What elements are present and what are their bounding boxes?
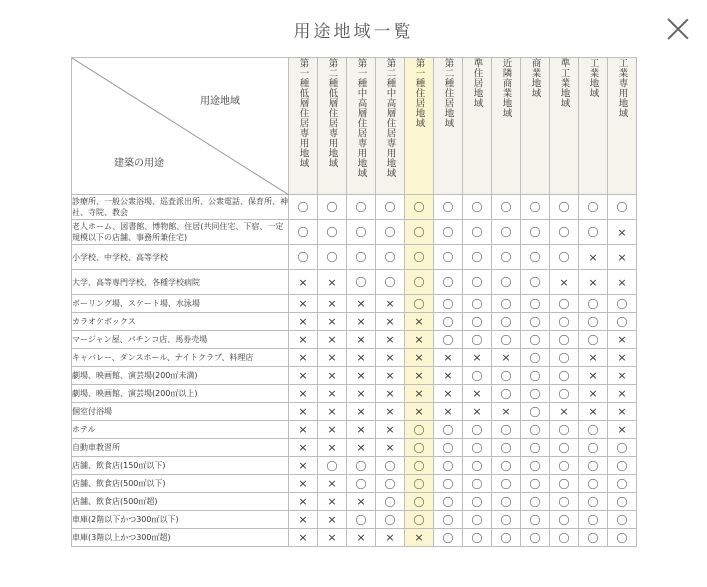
permission-cell: 〇 xyxy=(492,367,521,385)
permission-cell: 〇 xyxy=(492,331,521,349)
permission-cell: × xyxy=(318,421,347,439)
permission-cell: 〇 xyxy=(463,439,492,457)
permission-cell: 〇 xyxy=(492,313,521,331)
permission-cell: × xyxy=(579,403,608,421)
permission-cell: × xyxy=(289,270,318,295)
permission-cell: 〇 xyxy=(289,220,318,245)
permission-cell: × xyxy=(579,367,608,385)
corner-label-zone: 用途地域 xyxy=(200,96,240,107)
permission-cell: × xyxy=(463,385,492,403)
permission-cell: × xyxy=(405,367,434,385)
permission-cell: × xyxy=(492,403,521,421)
permission-cell: 〇 xyxy=(550,295,579,313)
permission-cell: 〇 xyxy=(550,349,579,367)
permission-cell: 〇 xyxy=(492,511,521,529)
permission-cell: 〇 xyxy=(318,195,347,220)
permission-cell: × xyxy=(347,295,376,313)
table-row xyxy=(72,439,637,457)
permission-cell: 〇 xyxy=(347,457,376,475)
permission-cell: × xyxy=(289,439,318,457)
row-label: 老人ホーム、図書館、博物館、住居(共同住宅、下宿、一定規模以下の店舗、事務所兼住宅) xyxy=(72,220,289,245)
permission-cell: × xyxy=(347,367,376,385)
row-label: キャバレー、ダンスホール、ナイトクラブ、料理店 xyxy=(72,349,289,367)
permission-cell: × xyxy=(405,331,434,349)
permission-cell: 〇 xyxy=(521,220,550,245)
permission-cell: × xyxy=(318,385,347,403)
permission-cell: 〇 xyxy=(492,270,521,295)
permission-cell: 〇 xyxy=(434,220,463,245)
permission-cell: × xyxy=(318,511,347,529)
table-row xyxy=(72,457,637,475)
permission-cell: × xyxy=(405,313,434,331)
permission-cell: 〇 xyxy=(434,331,463,349)
permission-cell: 〇 xyxy=(608,475,637,493)
permission-cell: × xyxy=(347,529,376,547)
table-row xyxy=(72,331,637,349)
permission-cell: 〇 xyxy=(492,295,521,313)
permission-cell: 〇 xyxy=(463,511,492,529)
permission-cell: 〇 xyxy=(405,511,434,529)
permission-cell: 〇 xyxy=(376,475,405,493)
permission-cell: 〇 xyxy=(550,385,579,403)
permission-cell: 〇 xyxy=(579,439,608,457)
permission-cell: × xyxy=(405,349,434,367)
permission-cell: 〇 xyxy=(434,439,463,457)
table-row xyxy=(72,220,637,245)
permission-cell: 〇 xyxy=(376,195,405,220)
permission-cell: 〇 xyxy=(318,457,347,475)
permission-cell: 〇 xyxy=(347,475,376,493)
table-header-row xyxy=(72,58,637,195)
column-header-label: 第一種中高層住居専用地域 xyxy=(355,58,367,178)
permission-cell: 〇 xyxy=(492,385,521,403)
permission-cell: × xyxy=(579,245,608,270)
permission-cell: × xyxy=(376,421,405,439)
permission-cell: × xyxy=(289,457,318,475)
permission-cell: 〇 xyxy=(521,421,550,439)
permission-cell: × xyxy=(289,295,318,313)
permission-cell: 〇 xyxy=(405,295,434,313)
row-label: 診療所、一般公衆浴場、巡査派出所、公衆電話、保育所、神社、寺院、教会 xyxy=(72,195,289,220)
permission-cell: × xyxy=(376,529,405,547)
column-header-label: 商業地域 xyxy=(529,58,541,98)
corner-label-building: 建築の用途 xyxy=(114,158,164,169)
row-label: ホテル xyxy=(72,421,289,439)
permission-cell: × xyxy=(376,403,405,421)
permission-cell: 〇 xyxy=(521,367,550,385)
permission-cell: 〇 xyxy=(376,457,405,475)
permission-cell: × xyxy=(347,313,376,331)
permission-cell: × xyxy=(608,421,637,439)
close-icon[interactable] xyxy=(667,18,689,40)
permission-cell: 〇 xyxy=(405,439,434,457)
permission-cell: 〇 xyxy=(376,511,405,529)
row-label: 小学校、中学校、高等学校 xyxy=(72,245,289,270)
permission-cell: 〇 xyxy=(521,245,550,270)
permission-cell: × xyxy=(608,245,637,270)
permission-cell: 〇 xyxy=(463,245,492,270)
permission-cell: 〇 xyxy=(434,195,463,220)
row-label: 大学、高等専門学校、各種学校病院 xyxy=(72,270,289,295)
permission-cell: × xyxy=(579,349,608,367)
permission-cell: 〇 xyxy=(550,313,579,331)
permission-cell: × xyxy=(289,385,318,403)
permission-cell: 〇 xyxy=(579,529,608,547)
permission-cell: 〇 xyxy=(434,295,463,313)
permission-cell: 〇 xyxy=(521,529,550,547)
permission-cell: × xyxy=(405,529,434,547)
permission-cell: 〇 xyxy=(492,421,521,439)
permission-cell: 〇 xyxy=(463,331,492,349)
page-title: 用途地域一覧 xyxy=(293,22,414,42)
column-header xyxy=(521,58,550,195)
permission-cell: 〇 xyxy=(521,349,550,367)
column-header xyxy=(463,58,492,195)
permission-cell: 〇 xyxy=(550,511,579,529)
column-header xyxy=(376,58,405,195)
permission-cell: 〇 xyxy=(550,245,579,270)
permission-cell: 〇 xyxy=(550,475,579,493)
permission-cell: 〇 xyxy=(376,493,405,511)
permission-cell: 〇 xyxy=(463,270,492,295)
column-header xyxy=(579,58,608,195)
permission-cell: × xyxy=(347,385,376,403)
permission-cell: 〇 xyxy=(347,511,376,529)
permission-cell: 〇 xyxy=(434,313,463,331)
permission-cell: 〇 xyxy=(579,331,608,349)
permission-cell: × xyxy=(347,439,376,457)
row-label: 店舗、飲食店(500㎡超) xyxy=(72,493,289,511)
permission-cell: 〇 xyxy=(463,421,492,439)
permission-cell: 〇 xyxy=(492,475,521,493)
table-row xyxy=(72,349,637,367)
permission-cell: × xyxy=(463,403,492,421)
permission-cell: 〇 xyxy=(405,270,434,295)
permission-cell: × xyxy=(318,270,347,295)
column-header xyxy=(608,58,637,195)
permission-cell: × xyxy=(376,439,405,457)
permission-cell: 〇 xyxy=(608,529,637,547)
table-row xyxy=(72,529,637,547)
permission-cell: 〇 xyxy=(347,270,376,295)
row-label: 劇場、映画館、演芸場(200㎡以上) xyxy=(72,385,289,403)
permission-cell: × xyxy=(376,331,405,349)
permission-cell: 〇 xyxy=(492,195,521,220)
permission-cell: 〇 xyxy=(463,295,492,313)
permission-cell: 〇 xyxy=(376,245,405,270)
permission-cell: 〇 xyxy=(463,493,492,511)
permission-cell: 〇 xyxy=(550,529,579,547)
table-row xyxy=(72,511,637,529)
permission-cell: 〇 xyxy=(434,493,463,511)
column-header xyxy=(434,58,463,195)
permission-cell: 〇 xyxy=(434,457,463,475)
permission-cell: 〇 xyxy=(579,195,608,220)
permission-cell: × xyxy=(405,403,434,421)
permission-cell: × xyxy=(289,511,318,529)
permission-cell: × xyxy=(347,421,376,439)
permission-cell: 〇 xyxy=(521,195,550,220)
table-row xyxy=(72,385,637,403)
column-header-label: 第二種中高層住居専用地域 xyxy=(384,58,396,178)
permission-cell: 〇 xyxy=(492,529,521,547)
permission-cell: 〇 xyxy=(550,220,579,245)
permission-cell: 〇 xyxy=(550,195,579,220)
permission-cell: × xyxy=(608,270,637,295)
permission-cell: 〇 xyxy=(521,403,550,421)
permission-cell: 〇 xyxy=(434,511,463,529)
permission-cell: × xyxy=(405,385,434,403)
column-header-label: 近隣商業地域 xyxy=(500,58,512,118)
permission-cell: 〇 xyxy=(318,220,347,245)
permission-cell: 〇 xyxy=(521,385,550,403)
permission-cell: × xyxy=(318,349,347,367)
column-header-label: 準住居地域 xyxy=(471,58,483,108)
row-label: マージャン屋、パチンコ店、馬券売場 xyxy=(72,331,289,349)
permission-cell: 〇 xyxy=(521,511,550,529)
permission-cell: 〇 xyxy=(550,439,579,457)
permission-cell: × xyxy=(434,349,463,367)
permission-cell: 〇 xyxy=(579,421,608,439)
permission-cell: × xyxy=(318,295,347,313)
permission-cell: × xyxy=(376,349,405,367)
permission-cell: × xyxy=(318,331,347,349)
permission-cell: 〇 xyxy=(434,245,463,270)
permission-cell: 〇 xyxy=(521,457,550,475)
permission-cell: × xyxy=(376,367,405,385)
column-header-label: 第二種低層住居専用地域 xyxy=(326,58,338,168)
permission-cell: 〇 xyxy=(463,313,492,331)
permission-cell: 〇 xyxy=(608,457,637,475)
column-header xyxy=(405,58,434,195)
column-header-label: 工業専用地域 xyxy=(616,58,628,118)
permission-cell: 〇 xyxy=(608,493,637,511)
permission-cell: 〇 xyxy=(405,475,434,493)
row-label: 店舗、飲食店(500㎡以下) xyxy=(72,475,289,493)
permission-cell: × xyxy=(347,493,376,511)
column-header xyxy=(550,58,579,195)
permission-cell: × xyxy=(608,331,637,349)
permission-cell: × xyxy=(289,313,318,331)
table-row xyxy=(72,367,637,385)
table-row xyxy=(72,403,637,421)
permission-cell: × xyxy=(347,349,376,367)
permission-cell: 〇 xyxy=(463,367,492,385)
permission-cell: × xyxy=(347,403,376,421)
column-header-label: 工業地域 xyxy=(587,58,599,98)
permission-cell: 〇 xyxy=(608,511,637,529)
permission-cell: × xyxy=(318,475,347,493)
permission-cell: 〇 xyxy=(347,195,376,220)
permission-cell: 〇 xyxy=(492,493,521,511)
table-body xyxy=(72,195,637,547)
permission-cell: × xyxy=(289,349,318,367)
permission-cell: × xyxy=(289,493,318,511)
permission-cell: 〇 xyxy=(579,295,608,313)
permission-cell: 〇 xyxy=(492,439,521,457)
table-row xyxy=(72,295,637,313)
permission-cell: × xyxy=(579,385,608,403)
permission-cell: 〇 xyxy=(608,295,637,313)
permission-cell: × xyxy=(579,270,608,295)
permission-cell: × xyxy=(318,493,347,511)
permission-cell: 〇 xyxy=(521,270,550,295)
permission-cell: 〇 xyxy=(521,331,550,349)
permission-cell: 〇 xyxy=(521,475,550,493)
row-label: 劇場、映画館、演芸場(200㎡未満) xyxy=(72,367,289,385)
permission-cell: 〇 xyxy=(550,331,579,349)
table-row xyxy=(72,245,637,270)
permission-cell: 〇 xyxy=(521,439,550,457)
permission-cell: × xyxy=(318,313,347,331)
column-header xyxy=(318,58,347,195)
row-label: カラオケボックス xyxy=(72,313,289,331)
permission-cell: 〇 xyxy=(318,245,347,270)
column-header-label: 第一種低層住居専用地域 xyxy=(297,58,309,168)
permission-cell: × xyxy=(434,385,463,403)
permission-cell: 〇 xyxy=(434,529,463,547)
row-label: 自動車教習所 xyxy=(72,439,289,457)
permission-cell: 〇 xyxy=(521,295,550,313)
row-label: 店舗、飲食店(150㎡以下) xyxy=(72,457,289,475)
permission-cell: 〇 xyxy=(608,195,637,220)
permission-cell: × xyxy=(550,270,579,295)
permission-cell: × xyxy=(608,385,637,403)
table-row xyxy=(72,493,637,511)
diagonal-line xyxy=(72,58,289,195)
permission-cell: 〇 xyxy=(376,270,405,295)
permission-cell: × xyxy=(289,367,318,385)
permission-cell: 〇 xyxy=(579,493,608,511)
permission-cell: 〇 xyxy=(550,457,579,475)
permission-cell: 〇 xyxy=(492,245,521,270)
zoning-table xyxy=(71,57,637,547)
permission-cell: 〇 xyxy=(405,493,434,511)
permission-cell: × xyxy=(434,367,463,385)
permission-cell: 〇 xyxy=(463,529,492,547)
permission-cell: × xyxy=(347,331,376,349)
table-row xyxy=(72,270,637,295)
permission-cell: 〇 xyxy=(550,421,579,439)
permission-cell: × xyxy=(608,349,637,367)
permission-cell: 〇 xyxy=(347,245,376,270)
permission-cell: × xyxy=(608,403,637,421)
permission-cell: × xyxy=(376,385,405,403)
permission-cell: 〇 xyxy=(579,313,608,331)
column-header xyxy=(492,58,521,195)
permission-cell: 〇 xyxy=(550,367,579,385)
permission-cell: × xyxy=(318,439,347,457)
row-label: ボーリング場、スケート場、水泳場 xyxy=(72,295,289,313)
column-header-label: 第二種住居地域 xyxy=(442,58,454,128)
permission-cell: 〇 xyxy=(492,457,521,475)
permission-cell: 〇 xyxy=(463,457,492,475)
permission-cell: × xyxy=(289,403,318,421)
permission-cell: × xyxy=(550,403,579,421)
row-label: 車庫(2階以下かつ300㎡以下) xyxy=(72,511,289,529)
permission-cell: 〇 xyxy=(579,220,608,245)
permission-cell: × xyxy=(376,295,405,313)
permission-cell: 〇 xyxy=(289,195,318,220)
permission-cell: 〇 xyxy=(434,475,463,493)
permission-cell: 〇 xyxy=(434,270,463,295)
column-header xyxy=(289,58,318,195)
permission-cell: 〇 xyxy=(405,421,434,439)
permission-cell: 〇 xyxy=(463,475,492,493)
permission-cell: × xyxy=(492,349,521,367)
row-label: 車庫(3階以上かつ300㎡超) xyxy=(72,529,289,547)
table-row xyxy=(72,421,637,439)
permission-cell: × xyxy=(463,349,492,367)
permission-cell: 〇 xyxy=(463,220,492,245)
permission-cell: × xyxy=(434,403,463,421)
permission-cell: × xyxy=(608,220,637,245)
permission-cell: 〇 xyxy=(608,439,637,457)
permission-cell: 〇 xyxy=(521,313,550,331)
permission-cell: 〇 xyxy=(434,421,463,439)
permission-cell: × xyxy=(289,475,318,493)
permission-cell: × xyxy=(289,421,318,439)
table-row xyxy=(72,195,637,220)
permission-cell: 〇 xyxy=(579,511,608,529)
column-header-label: 準工業地域 xyxy=(558,58,570,108)
permission-cell: 〇 xyxy=(347,220,376,245)
permission-cell: 〇 xyxy=(405,195,434,220)
permission-cell: × xyxy=(608,367,637,385)
permission-cell: × xyxy=(318,529,347,547)
table-row xyxy=(72,475,637,493)
permission-cell: 〇 xyxy=(376,220,405,245)
row-label: 個室付浴場 xyxy=(72,403,289,421)
permission-cell: 〇 xyxy=(608,313,637,331)
permission-cell: 〇 xyxy=(405,220,434,245)
permission-cell: 〇 xyxy=(492,220,521,245)
permission-cell: 〇 xyxy=(579,475,608,493)
permission-cell: × xyxy=(318,367,347,385)
permission-cell: × xyxy=(289,331,318,349)
permission-cell: 〇 xyxy=(405,457,434,475)
permission-cell: 〇 xyxy=(550,493,579,511)
permission-cell: 〇 xyxy=(289,245,318,270)
column-header xyxy=(347,58,376,195)
table-row xyxy=(72,313,637,331)
permission-cell: 〇 xyxy=(405,245,434,270)
permission-cell: × xyxy=(318,403,347,421)
permission-cell: × xyxy=(289,529,318,547)
permission-cell: 〇 xyxy=(579,457,608,475)
permission-cell: 〇 xyxy=(463,195,492,220)
corner-cell xyxy=(72,58,289,195)
permission-cell: × xyxy=(376,313,405,331)
permission-cell: 〇 xyxy=(521,493,550,511)
column-header-label: 第一種住居地域 xyxy=(413,58,425,128)
